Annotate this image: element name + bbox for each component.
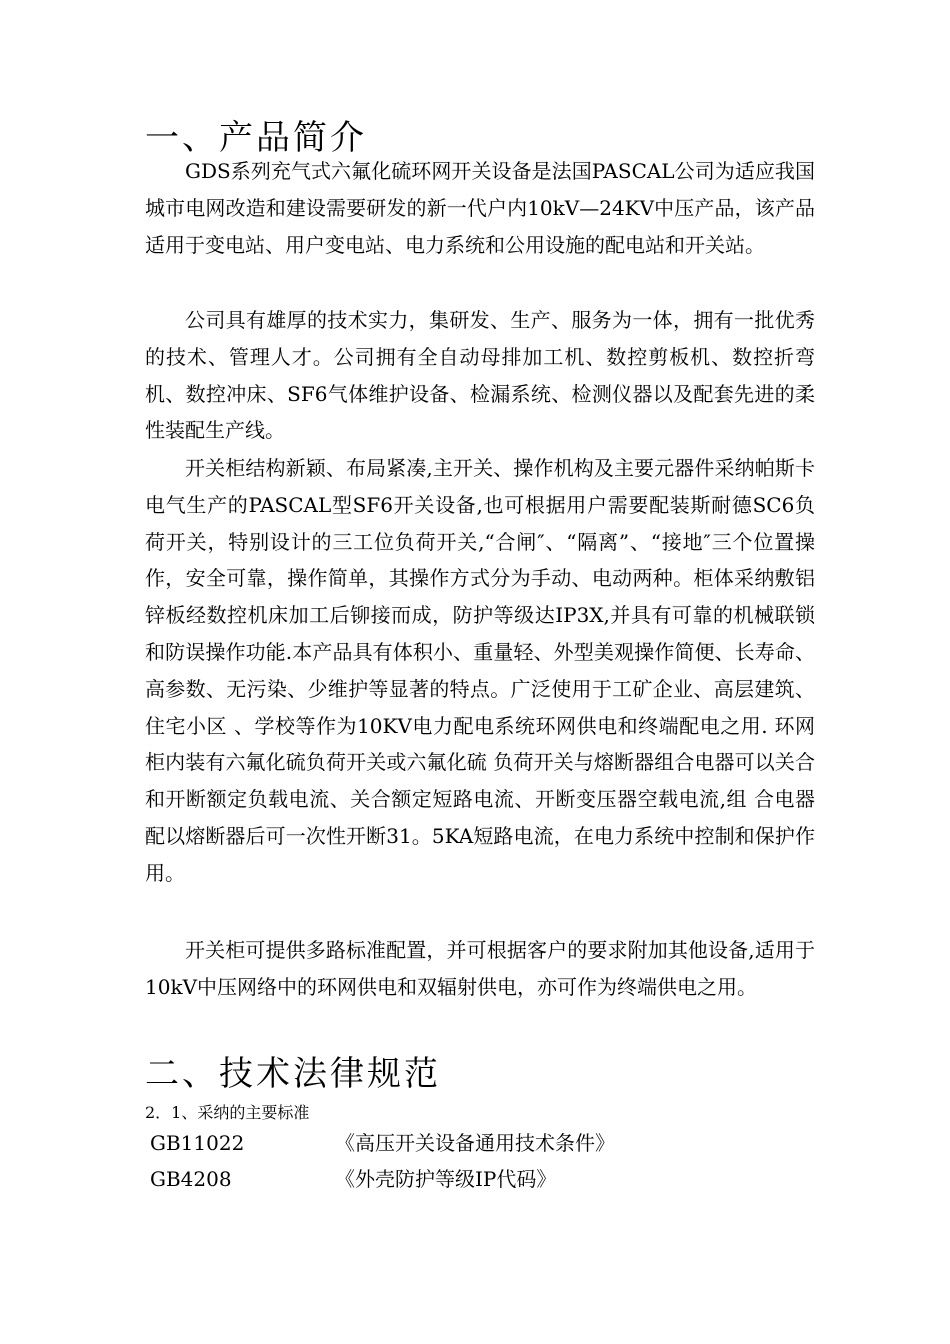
standard-code: GB11022 <box>150 1131 245 1155</box>
section1-paragraph-3: 开关柜结构新颖、布局紧凑,主开关、操作机构及主要元器件采纳帕斯卡电气生产的PASCAL型SF6开关设备,也可根据用户需要配装斯耐德SC6负荷开关，特别设计的三工位负荷开关,“合闸″、“隔离”、“接地″三个位置操作，安全可靠，操作简单，其操作方式分为手动、电动两种。柜体采纳敷铝锌板经数控机床加工后铆接而成，防护等级达IP3X,并具有可靠的机械联锁和防误操作功能.本产品具有体积小、重量轻、外型美观操作简便、长寿命、高参数、无污染、少维护等显著的特点。广泛使用于工矿企业、高层建筑、住宅小区 、学校等作为10KV电力配电系统环网供电和终端配电之用. 环网柜内装有六氟化硫负荷开关或六氟化硫 负荷开关与熔断器组合电器可以关合和开断额定负载电流、关合额定短路电流、开断变压器空载电流,组 合电器配以熔断器后可一次性开断31。5KA短路电流，在电力系统中控制和保护作用。 <box>145 456 815 885</box>
section2-subheading: 2．1、采纳的主要标准 <box>145 1103 310 1122</box>
standard-name: 《高压开关设备通用技术条件》 <box>335 1131 615 1155</box>
standard-name: 《外壳防护等级IP代码》 <box>335 1167 557 1191</box>
section2-heading: 二、技术法律规范 <box>145 1054 441 1094</box>
section1-paragraph-2: 公司具有雄厚的技术实力，集研发、生产、服务为一体，拥有一批优秀的技术、管理人才。公司拥有全自动母排加工机、数控剪板机、数控折弯机、数控冲床、SF6气体维护设备、检漏系统、检测仪器以及配套先进的柔性装配生产线。 <box>145 308 815 443</box>
standard-row <box>150 1162 810 1196</box>
standard-row <box>150 1126 810 1160</box>
section1-paragraph-1: GDS系列充气式六氟化硫环网开关设备是法国PASCAL公司为适应我国城市电网改造和建设需要研发的新一代户内10kV—24KV中压产品，该产品适用于变电站、用户变电站、电力系统和公用设施的配电站和开关站。 <box>145 159 815 257</box>
section1-heading: 一、产品简介 <box>145 118 367 158</box>
standard-code: GB4208 <box>150 1167 232 1191</box>
section1-paragraph-4: 开关柜可提供多路标准配置，并可根据客户的要求附加其他设备,适用于10kV中压网络中的环网供电和双辐射供电，亦可作为终端供电之用。 <box>145 938 815 999</box>
